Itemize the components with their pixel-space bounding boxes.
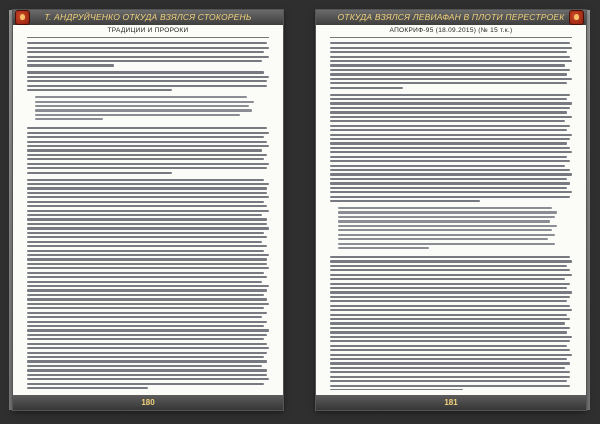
text-line [338, 238, 548, 240]
right-header-title: ОТКУДА ВЗЯЛСЯ ЛЕВИАФАН В ПЛОТИ ПЕРЕСТРОЕК [337, 12, 565, 22]
text-line [330, 296, 570, 298]
text-line [330, 51, 567, 53]
text-line [330, 147, 570, 149]
text-line [330, 107, 570, 109]
text-line [27, 334, 267, 336]
text-line [330, 260, 572, 262]
text-line [27, 325, 264, 327]
text-line [27, 378, 269, 380]
text-line [330, 305, 570, 307]
text-line [27, 51, 264, 53]
text-line [330, 376, 570, 378]
text-line [330, 256, 570, 258]
text-line [27, 163, 269, 165]
text-line [330, 345, 567, 347]
text-line [35, 118, 103, 120]
left-page-footer [13, 395, 283, 410]
text-line [330, 340, 570, 342]
text-line [330, 151, 572, 153]
text-line [330, 265, 567, 267]
text-line [330, 327, 570, 329]
text-paragraph [27, 42, 269, 66]
text-line [27, 85, 267, 87]
right-page-number: 181 [444, 398, 458, 407]
text-line [27, 387, 148, 389]
text-line [330, 125, 570, 127]
text-line [330, 173, 572, 175]
text-line [330, 82, 567, 84]
text-line [27, 187, 267, 189]
left-header-rule [27, 37, 269, 38]
text-line [27, 352, 267, 354]
text-line [27, 307, 264, 309]
text-line [27, 245, 267, 247]
text-line [27, 303, 269, 305]
text-line [330, 291, 572, 293]
text-line [330, 380, 567, 382]
text-line [330, 69, 570, 71]
text-line [330, 362, 570, 364]
text-line [27, 145, 269, 147]
text-line [330, 283, 570, 285]
text-line [330, 191, 572, 193]
text-line [27, 42, 267, 44]
right-page [316, 10, 586, 410]
quote-block [35, 96, 263, 120]
text-line [27, 227, 269, 229]
text-line [27, 360, 267, 362]
text-line [330, 98, 567, 100]
text-line [27, 154, 267, 156]
text-line [330, 47, 572, 49]
text-line [27, 241, 262, 243]
text-line [27, 276, 267, 278]
paragraph-gap [330, 202, 572, 205]
text-line [27, 47, 269, 49]
text-line [27, 127, 267, 129]
text-line [27, 272, 264, 274]
paragraph-gap [27, 122, 269, 125]
text-line [330, 287, 567, 289]
text-line [27, 347, 269, 349]
paragraph-gap [27, 67, 269, 70]
text-line [27, 236, 267, 238]
paragraph-gap [330, 89, 572, 92]
text-line [27, 329, 269, 331]
corner-badge-icon [16, 11, 29, 24]
text-line [35, 114, 240, 116]
text-line [330, 336, 572, 338]
text-line [27, 254, 269, 256]
text-line [338, 207, 552, 209]
right-section-title: АПОКРИФ-95 (18.09.2015) (№ 15 т.к.) [389, 27, 513, 34]
corner-badge-icon [570, 11, 583, 24]
text-line [330, 134, 572, 136]
text-line [27, 232, 264, 234]
left-section-title: ТРАДИЦИИ И ПРОРОКИ [107, 27, 189, 34]
left-header-title: Т. АНДРУЙЧЕНКО ОТКУДА ВЗЯЛСЯ СТОКОРЕНЬ [44, 12, 252, 22]
text-paragraph [330, 256, 572, 390]
text-line [27, 214, 262, 216]
text-line [330, 358, 567, 360]
text-line [330, 60, 572, 62]
right-page-header [316, 10, 586, 40]
text-line [330, 274, 572, 276]
text-line [330, 64, 565, 66]
text-line [27, 289, 267, 291]
text-paragraph [330, 42, 572, 89]
text-line [330, 300, 567, 302]
text-line [330, 371, 570, 373]
right-page-edge [586, 10, 590, 410]
text-line [330, 120, 565, 122]
text-line [330, 73, 567, 75]
text-line [27, 312, 267, 314]
text-line [330, 42, 570, 44]
text-line [330, 278, 565, 280]
text-line [27, 263, 267, 265]
text-line [27, 201, 264, 203]
text-line [27, 374, 267, 376]
right-page-body [330, 40, 572, 390]
text-paragraph [27, 71, 269, 91]
text-line [27, 356, 264, 358]
text-line [27, 210, 269, 212]
text-line [330, 354, 572, 356]
text-line [27, 183, 269, 185]
text-line [330, 94, 570, 96]
text-line [27, 321, 267, 323]
text-line [35, 105, 249, 107]
text-line [330, 389, 463, 390]
text-line [330, 178, 567, 180]
text-line [338, 229, 552, 231]
text-line [27, 250, 264, 252]
text-line [27, 132, 269, 134]
text-line [330, 367, 565, 369]
text-line [330, 142, 567, 144]
text-line [330, 318, 570, 320]
text-line [27, 196, 269, 198]
text-line [27, 369, 267, 371]
text-line [330, 309, 572, 311]
text-line [330, 349, 570, 351]
text-line [27, 60, 262, 62]
text-line [27, 223, 267, 225]
text-line [338, 216, 555, 218]
text-line [35, 96, 247, 98]
text-line [330, 182, 570, 184]
text-line [27, 71, 264, 73]
text-line [27, 56, 269, 58]
text-line [27, 205, 267, 207]
text-line [330, 160, 570, 162]
text-line [27, 365, 262, 367]
text-line [330, 138, 570, 140]
text-line [330, 196, 570, 198]
text-line [330, 269, 570, 271]
text-line [27, 136, 264, 138]
text-paragraph [27, 179, 269, 390]
text-line [27, 298, 267, 300]
text-line [330, 331, 567, 333]
text-line [27, 218, 267, 220]
text-line [27, 149, 262, 151]
text-line [27, 141, 267, 143]
text-line [27, 179, 264, 181]
text-line [27, 281, 262, 283]
text-line [27, 267, 269, 269]
text-line [27, 316, 262, 318]
text-line [330, 385, 570, 387]
text-line [330, 314, 567, 316]
quote-block [338, 207, 566, 249]
text-line [27, 158, 264, 160]
text-line [330, 102, 572, 104]
text-paragraph [27, 127, 269, 174]
text-paragraph [330, 94, 572, 203]
text-line [330, 111, 567, 113]
left-page-body [27, 40, 269, 390]
text-line [27, 383, 264, 385]
text-line [330, 156, 567, 158]
text-line [338, 243, 555, 245]
text-line [27, 76, 269, 78]
text-line [330, 187, 567, 189]
text-line [27, 285, 269, 287]
text-line [330, 78, 572, 80]
text-line [27, 343, 267, 345]
text-line [330, 129, 567, 131]
text-line [338, 211, 557, 213]
text-line [35, 109, 252, 111]
text-line [27, 167, 267, 169]
text-line [27, 80, 267, 82]
text-line [330, 56, 570, 58]
text-line [338, 225, 557, 227]
right-page-footer [316, 395, 586, 410]
right-header-rule [330, 37, 572, 38]
left-page [13, 10, 283, 410]
text-line [330, 322, 565, 324]
text-line [330, 169, 570, 171]
text-line [27, 192, 267, 194]
text-line [338, 247, 429, 249]
paragraph-gap [27, 91, 269, 94]
text-line [338, 234, 555, 236]
paragraph-gap [330, 251, 572, 254]
text-line [330, 165, 565, 167]
text-line [338, 220, 550, 222]
text-line [330, 116, 572, 118]
left-page-number: 180 [141, 398, 155, 407]
text-line [27, 294, 264, 296]
text-line [35, 101, 254, 103]
text-line [27, 258, 267, 260]
left-page-header [13, 10, 283, 40]
text-line [27, 338, 264, 340]
paragraph-gap [27, 174, 269, 177]
